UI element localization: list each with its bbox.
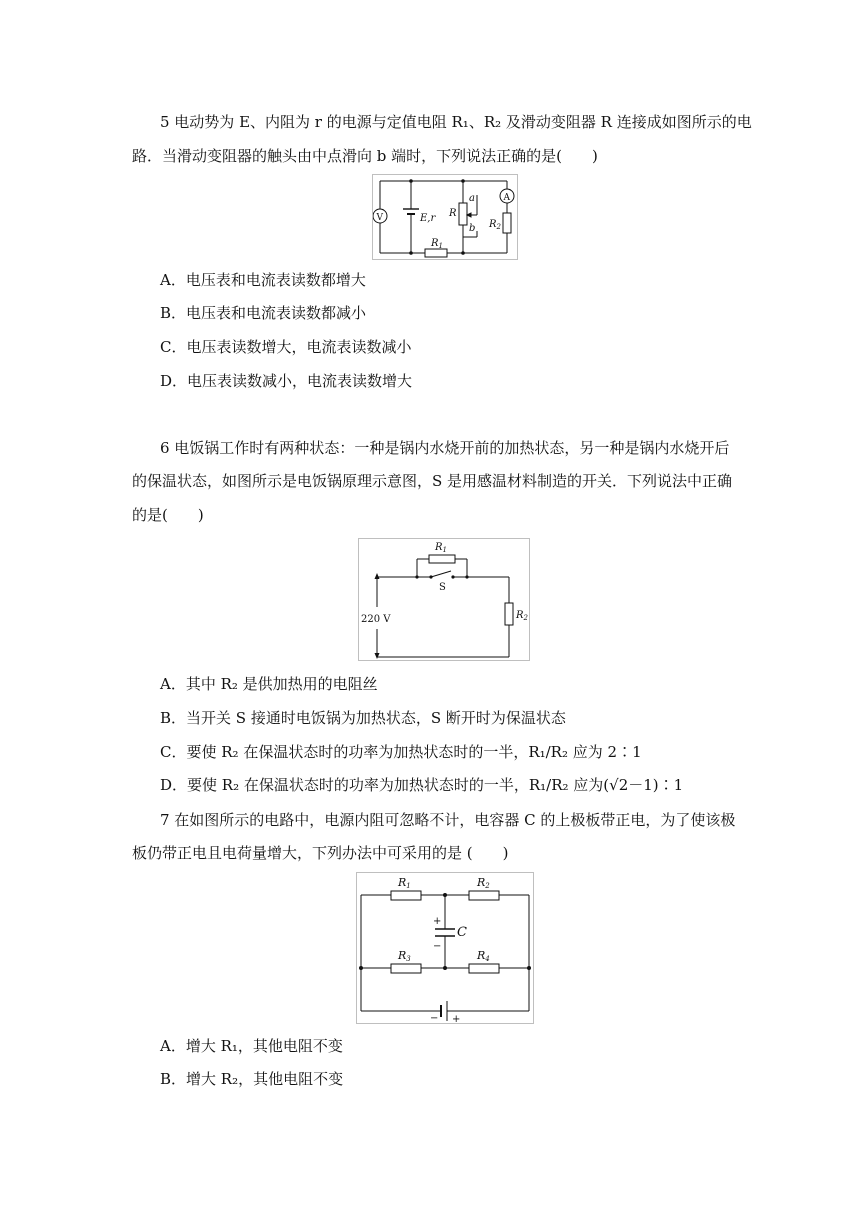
q6-option-b: B．当开关 S 接通时电饭锅为加热状态，S 断开时为保温状态 (160, 709, 566, 727)
q6-stem-line1: 6 电饭锅工作时有两种状态：一种是锅内水烧开前的加热状态，另一种是锅内水烧开后 (160, 439, 730, 457)
q5-r2-label: $R_2$ (489, 219, 501, 231)
q6-circuit-figure (358, 538, 530, 661)
q7-cap-minus-sign: − (433, 941, 442, 952)
q7-capacitor-label: C (457, 925, 467, 940)
q6-option-a: A．其中 R₂ 是供加热用的电阻丝 (160, 675, 378, 693)
q7-stem-line2: 板仍带正电且电荷量增大，下列办法中可采用的是 ( ) (132, 844, 509, 862)
q6-stem-line3: 的是( ) (132, 506, 204, 524)
q5-stem-line2: 路．当滑动变阻器的触头由中点滑向 b 端时，下列说法正确的是( ) (132, 147, 598, 165)
q5-option-d: D．电压表读数减小，电流表读数增大 (160, 372, 413, 390)
q7-cap-plus-sign: + (433, 916, 442, 927)
q7-r2-label: R2 (477, 876, 490, 890)
q7-r1-label: R1 (398, 876, 411, 890)
q7-battery-minus-sign: − (430, 1013, 439, 1023)
q6-option-c: C．要使 R₂ 在保温状态时的功率为加热状态时的一半，R₁/R₂ 应为 2∶1 (160, 743, 642, 761)
q5-option-c: C．电压表读数增大，电流表读数减小 (160, 338, 412, 356)
q7-option-a: A．增大 R₁，其他电阻不变 (160, 1037, 343, 1055)
q5-rheostat-label: R (449, 208, 457, 219)
q5-voltmeter-label: V (376, 213, 383, 223)
q5-option-b: B．电压表和电流表读数都减小 (160, 304, 367, 322)
q5-option-a: A．电压表和电流表读数都增大 (160, 271, 366, 289)
q5-source-label: E,r (420, 213, 436, 224)
q7-r4-label: R4 (477, 949, 490, 963)
q6-option-d: D．要使 R₂ 在保温状态时的功率为加热状态时的一半，R₁/R₂ 应为(√2－1)∶1 (160, 776, 684, 794)
q6-stem-line2: 的保温状态，如图所示是电饭锅原理示意图，S 是用感温材料制造的开关．下列说法中正确 (132, 472, 733, 490)
q6-switch-label: S (439, 582, 446, 593)
q5-circuit-figure (372, 174, 518, 260)
q7-circuit-figure (356, 872, 534, 1024)
q7-option-b: B．增大 R₂，其他电阻不变 (160, 1070, 344, 1088)
q5-end-a-label: a (469, 193, 475, 204)
q7-r3-label: R3 (398, 949, 411, 963)
q5-stem-line1: 5 电动势为 E、内阻为 r 的电源与定值电阻 R₁、R₂ 及滑动变阻器 R 连接成如图所示的电 (160, 113, 752, 131)
q7-stem-line1: 7 在如图所示的电路中，电源内阻可忽略不计，电容器 C 的上极板带正电，为了使该极 (160, 811, 736, 829)
q7-battery-plus-sign: + (452, 1014, 461, 1023)
q6-r1-label: $R_1$ (435, 542, 447, 554)
q5-end-b-label: b (469, 223, 476, 234)
q5-ammeter-label: A (503, 193, 510, 203)
q5-r1-label: $R_1$ (431, 238, 443, 250)
q6-r2-label: $R_2$ (516, 610, 528, 622)
q6-voltage-label: 220 V (361, 614, 391, 625)
